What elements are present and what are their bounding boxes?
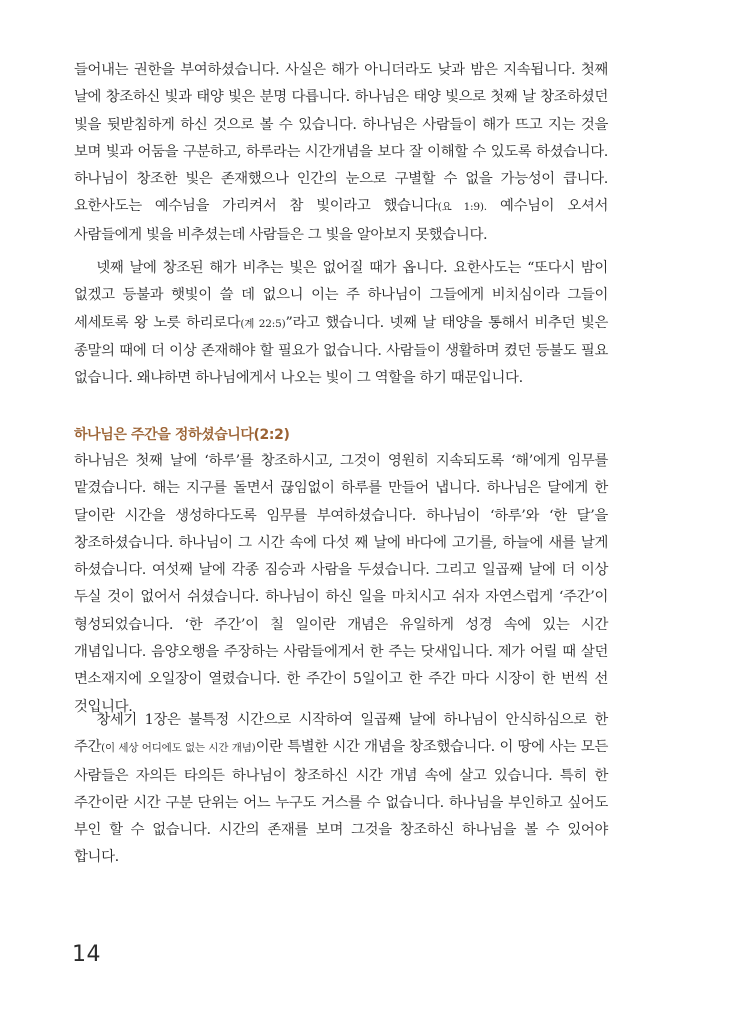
paragraph-4 (74, 707, 608, 872)
parenthetical-note: (이 세상 어디에도 없는 시간 개념) (101, 742, 256, 755)
scripture-reference: (요 1:9). (437, 201, 487, 214)
paragraph-2 (74, 255, 608, 392)
paragraph-3: 하나님은 첫째 날에 ‘하루’를 창조하시고, 그것이 영원히 지속되도록 ‘해’에게 임무를 맡겼습니다. 해는 지구를 돌면서 끊임없이 하루를 만들어 냅니다. 하나님은 달에게 한 달이란 시간을 생성하다도록 임무를 부여하셨습니다. 하나님이 ‘하루’와 ‘한 달’을 창조하셨습니다. 하나님이 그 시간 속에 다섯 째 날에 바다에 고기를, 하늘에 새를 날게 하셨습니다. 여섯째 날에 각종 짐승과 사람을 두셨습니다. 그리고 일곱째 날에 더 이상 두실 것이 없어서 쉬셨습니다. 하나님이 하신 일을 마치시고 쉬자 자연스럽게 ‘주간’이 형성되었습니다. ‘한 주간’이 칠 일이란 개념은 유일하게 성경 속에 있는 시간 개념입니다. 음양오행을 주장하는 사람들에게서 한 주는 닷새입니다. 제가 어릴 때 살던 면소재지에 오일장이 열렸습니다. 한 주간이 5일이고 한 주간 마다 시장이 한 번씩 선 것입니다. (74, 453, 608, 715)
page-number: 14 (72, 942, 101, 967)
paragraph-4-text-b: 이란 특별한 시간 개념을 창조했습니다. 이 땅에 사는 모든 사람들은 자의든 타의든 하나님이 창조하신 시간 개념 속에 살고 있습니다. 특히 한 주간이란 시간 구분 단위는 어느 누구도 거스를 수 없습니다. 하나님을 부인하고 싶어도 부인 할 수 없습니다. 시간의 존재를 보며 그것을 창조하신 하나님을 볼 수 있어야 합니다. (74, 739, 608, 866)
paragraph-2-text-a: 넷째 날에 창조된 해가 비추는 빛은 없어질 때가 옵니다. 요한사도는 “또다시 밤이 없겠고 등불과 햇빛이 쓸 데 없으니 이는 주 하나님이 그들에게 비치심이라 그들이 세세토록 왕 노릇 하리로다 (74, 260, 608, 331)
paragraph-4-text-a: 창세기 1장은 불특정 시간으로 시작하여 일곱째 날에 하나님이 안식하심으로 한 주간 (74, 712, 608, 756)
paragraph-1-text-b: 예수님이 오셔서 사람들에게 빛을 비추셨는데 사람들은 그 빛을 알아보지 못했습니다. (74, 198, 608, 243)
paragraph-1 (74, 57, 608, 249)
section-heading: 하나님은 주간을 정하셨습니다(2:2) (74, 427, 290, 443)
paragraph-2-text-b: ”라고 했습니다. 넷째 날 태양을 통해서 비추던 빛은 종말의 때에 더 이상 존재해야 할 필요가 없습니다. 사람들이 생활하며 켰던 등불도 필요 없습니다. 왜냐하면 하나님에게서 나오는 빛이 그 역할을 하기 때문입니다. (74, 314, 608, 387)
paragraph-1-text-a: 들어내는 권한을 부여하셨습니다. 사실은 해가 아니더라도 낮과 밤은 지속됩니다. 첫째 날에 창조하신 빛과 태양 빛은 분명 다릅니다. 하나님은 태양 빛으로 첫째 날 창조하셨던 빛을 뒷받침하게 하신 것으로 볼 수 있습니다. 하나님은 사람들이 해가 뜨고 지는 것을 보며 빛과 어둠을 구분하고, 하루라는 시간개념을 보다 잘 이해할 수 있도록 하셨습니다. 하나님이 창조한 빛은 존재했으나 인간의 눈으로 구별할 수 없을 가능성이 큽니다. 요한사도는 예수님을 가리켜서 참 빛이라고 했습니다 (74, 62, 608, 215)
scripture-reference: (계 22:5) (240, 317, 286, 330)
